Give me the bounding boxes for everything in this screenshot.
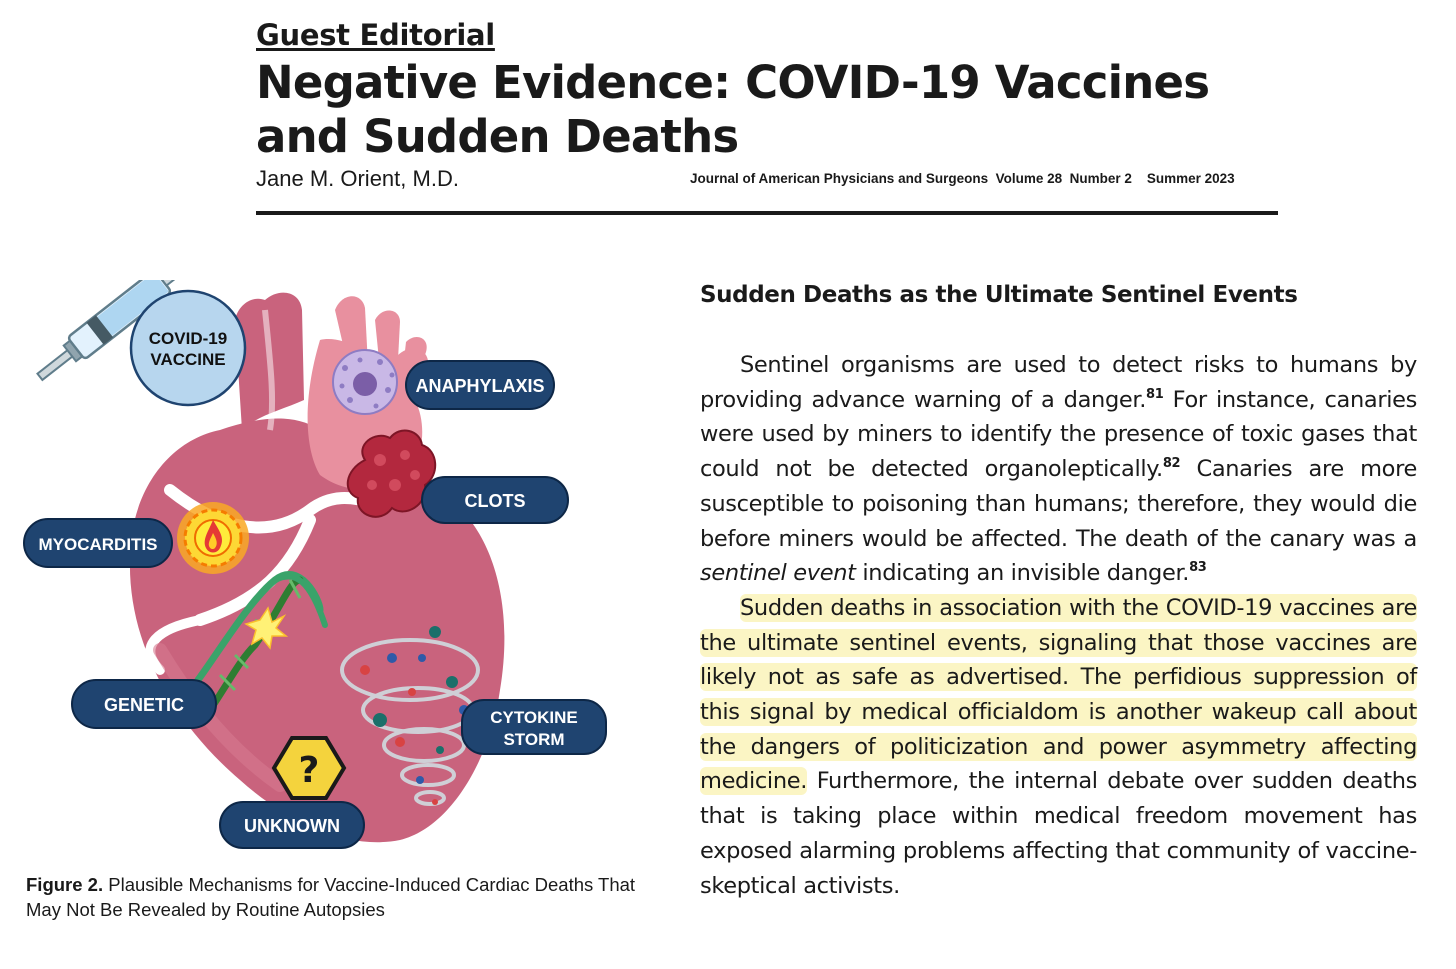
myocarditis-pill — [24, 519, 172, 567]
cytokine-label-line1: CYTOKINE — [490, 708, 578, 727]
header-rule — [256, 211, 1278, 215]
section-kicker: Guest Editorial — [256, 18, 495, 52]
article-title: Negative Evidence: COVID-19 Vaccines and Sudden Deaths — [256, 56, 1210, 163]
reference-81: 81 — [1146, 386, 1164, 402]
question-hexagon-icon — [274, 738, 344, 798]
mast-cell-icon — [333, 350, 397, 414]
genetic-label: GENETIC — [103, 695, 185, 715]
myocarditis-label: MYOCARDITIS — [38, 535, 158, 554]
article-section — [700, 280, 1417, 903]
p1-text-c: Canaries are more susceptible to poisoning than humans; therefore, they would die before miners would be affected. The death of the canary was a — [700, 456, 1417, 552]
highlighted-passage: Sudden deaths in association with the COVID-19 vaccines are the ultimate sentinel events, signaling that those vaccines are likely not as safe as advertised. The perfidious suppression of this signal by medical officialdom is another wakeup call about the dangers of politicization and power asymmetry affecting medicine. — [700, 594, 1417, 795]
vaccine-label-line1: COVID-19 — [148, 329, 228, 348]
p1-text-d: indicating an invisible danger. — [855, 560, 1190, 587]
vaccine-badge — [131, 291, 245, 405]
cytokine-label-line2: STORM — [503, 730, 565, 749]
unknown-pill — [220, 802, 364, 848]
vaccine-label-line2: VACCINE — [150, 350, 226, 369]
unknown-label: UNKNOWN — [244, 816, 340, 836]
question-mark: ? — [298, 750, 320, 791]
byline-row — [256, 164, 1278, 198]
figure-caption-label: Figure 2. — [26, 874, 104, 895]
p2-text-rest: Furthermore, the internal debate over sudden deaths that is taking place within medical freedom movement has exposed alarming problems affecting that community of vaccine-skeptical activists. — [700, 768, 1417, 899]
genetic-pill — [72, 680, 216, 728]
p1-text-a: Sentinel organisms are used to detect risks to humans by providing advance warning of a danger. — [700, 352, 1417, 413]
clots-label: CLOTS — [464, 491, 526, 511]
anaphylaxis-pill — [406, 361, 554, 409]
reference-83: 83 — [1189, 560, 1207, 576]
clots-pill — [422, 477, 568, 523]
paragraph-1 — [700, 348, 1417, 591]
paragraph-2 — [700, 591, 1417, 903]
figure-caption-text: Plausible Mechanisms for Vaccine-Induced Cardiac Deaths That May Not Be Revealed by Routine Autopsies — [26, 874, 636, 920]
section-heading: Sudden Deaths as the Ultimate Sentinel Events — [700, 282, 1298, 308]
figure-caption — [26, 872, 666, 922]
reference-82: 82 — [1162, 456, 1181, 472]
article-body — [700, 348, 1417, 903]
editorial-header — [256, 14, 1278, 198]
author-name: Jane M. Orient, M.D. — [256, 166, 459, 191]
inflammation-flame-icon — [177, 502, 249, 574]
anaphylaxis-label: ANAPHYLAXIS — [415, 376, 545, 396]
figure-2-illustration — [20, 280, 620, 860]
cytokine-storm-pill — [462, 700, 606, 754]
p1-emphasis: sentinel event — [700, 560, 856, 587]
heart-mechanisms-svg — [20, 280, 620, 860]
p1-text-b: For instance, canaries were used by miners to identify the presence of toxic gases that could not be detected organoleptically. — [700, 386, 1418, 483]
journal-citation: Journal of American Physicians and Surgeons Volume 28 Number 2 Summer 2023 — [690, 171, 1235, 186]
